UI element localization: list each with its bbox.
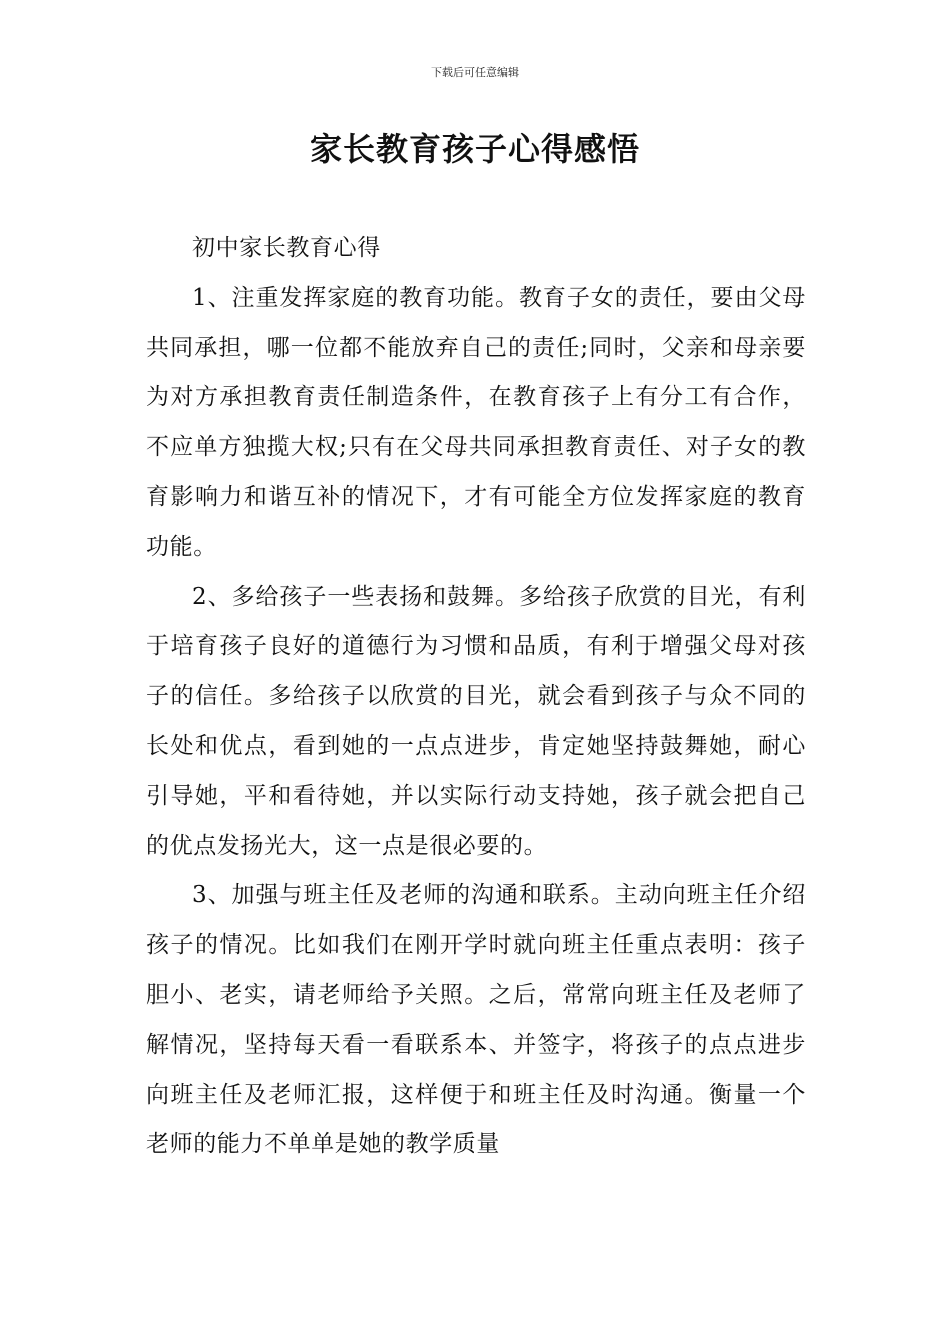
paragraph-3: 3、加强与班主任及老师的沟通和联系。主动向班主任介绍孩子的情况。比如我们在刚开学时就向班主任重点表明：孩子胆小、老实，请老师给予关照。之后，常常向班主任及老师了解情况，坚持每天看一看联系本、并签字，将孩子的点点进步向班主任及老师汇报，这样便于和班主任及时沟通。衡量一个老师的能力不单单是她的教学质量 bbox=[146, 882, 806, 1158]
section-subtitle: 初中家长教育心得 bbox=[192, 235, 381, 261]
header-note: 下载后可任意编辑 bbox=[431, 66, 519, 79]
document-title: 家长教育孩子心得感悟 bbox=[309, 130, 640, 168]
paragraph-1: 1、注重发挥家庭的教育功能。教育子女的责任，要由父母共同承担，哪一位都不能放弃自己的责任;同时，父亲和母亲要为对方承担教育责任制造条件，在教育孩子上有分工有合作，不应单方独揽大权;只有在父母共同承担教育责任、对子女的教育影响力和谐互补的情况下，才有可能全方位发挥家庭的教育功能。 bbox=[146, 284, 806, 560]
document-body bbox=[146, 224, 806, 1170]
paragraph-2: 2、多给孩子一些表扬和鼓舞。多给孩子欣赏的目光，有利于培育孩子良好的道德行为习惯和品质，有利于增强父母对孩子的信任。多给孩子以欣赏的目光，就会看到孩子与众不同的长处和优点，看到她的一点点进步，肯定她坚持鼓舞她，耐心引导她，平和看待她，并以实际行动支持她，孩子就会把自己的优点发扬光大，这一点是很必要的。 bbox=[146, 583, 806, 859]
